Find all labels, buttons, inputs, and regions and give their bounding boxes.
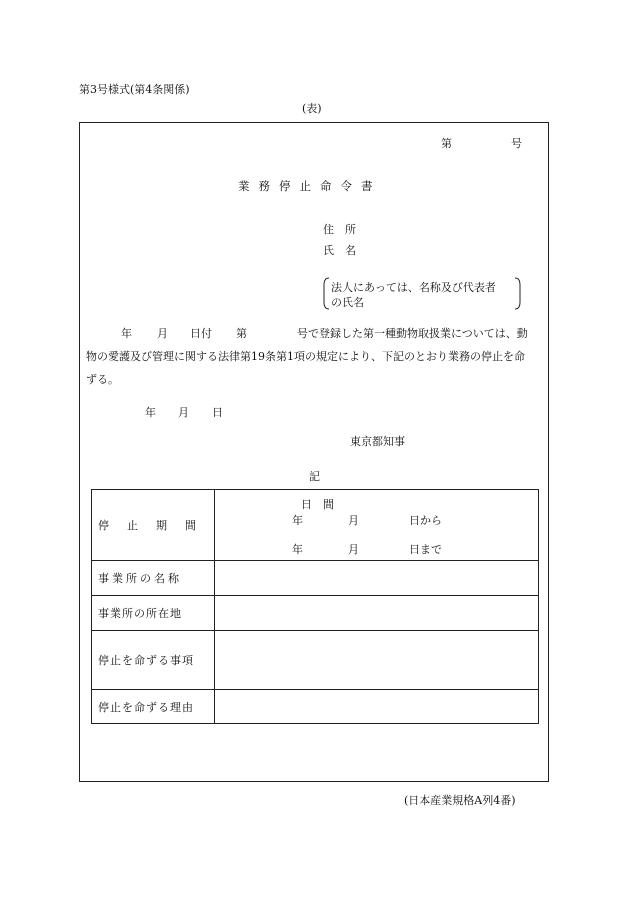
- number-suffix: 号: [511, 137, 522, 150]
- body-line3: ずる。: [86, 373, 119, 386]
- corporate-note: [323, 277, 521, 310]
- date-day: 日: [212, 406, 223, 419]
- corporate-note-line2: の氏名: [331, 296, 364, 309]
- body-line2: 物の愛護及び管理に関する法律第19条第1項の規定により、下記のとおり業務の停止を命: [86, 350, 525, 363]
- body-year: 年: [121, 327, 132, 340]
- body-dai: 第: [236, 327, 247, 340]
- order-items-label: 停止を命ずる事項: [98, 654, 194, 667]
- number-prefix: 第: [441, 137, 452, 150]
- ki-label: 記: [309, 470, 320, 483]
- corporate-note-line1: 法人にあっては、名称及び代表者: [331, 281, 496, 294]
- to-year: 年: [292, 543, 303, 556]
- from-suffix: 日から: [409, 514, 442, 527]
- date-year: 年: [145, 406, 156, 419]
- period-value-cell: [215, 490, 539, 561]
- order-items-label-cell: [92, 631, 215, 690]
- name-label: 氏 名: [323, 244, 356, 257]
- record-table: [91, 489, 539, 724]
- reason-label-cell: [92, 690, 215, 724]
- body-line1: [86, 322, 548, 345]
- reason-label: 停止を命ずる理由: [98, 700, 194, 714]
- reason-value[interactable]: [215, 690, 539, 724]
- issuer: 東京都知事: [350, 435, 405, 448]
- body-line1-rest: 号で登録した第一種動物取扱業については、動: [297, 327, 528, 340]
- from-year: 年: [292, 514, 303, 527]
- office-location-value[interactable]: [215, 596, 539, 631]
- office-location-label-cell: [92, 596, 215, 631]
- form-id: 第3号様式(第4条関係): [79, 83, 190, 96]
- office-location-label: 事業所の所在地: [98, 607, 182, 620]
- paper-size: (日本産業規格A列4番): [404, 794, 516, 807]
- body-paragraph: [86, 322, 548, 391]
- office-name-label-cell: [92, 561, 215, 596]
- office-name-value[interactable]: [215, 561, 539, 596]
- period-label-cell: [92, 490, 215, 561]
- document-title: 業務停止命令書: [238, 179, 382, 193]
- body-month: 月: [157, 327, 168, 340]
- period-days: 日 間: [301, 498, 334, 511]
- body-day-dated: 日付: [190, 327, 212, 340]
- from-month: 月: [348, 514, 359, 527]
- date-month: 月: [178, 406, 189, 419]
- to-suffix: 日まで: [409, 543, 442, 556]
- side-label: (表): [302, 102, 322, 115]
- to-month: 月: [348, 543, 359, 556]
- address-label: 住 所: [323, 223, 356, 236]
- order-items-value[interactable]: [215, 631, 539, 690]
- office-name-label: 事業所の名称: [98, 572, 182, 585]
- period-label: 停止期間: [98, 519, 214, 532]
